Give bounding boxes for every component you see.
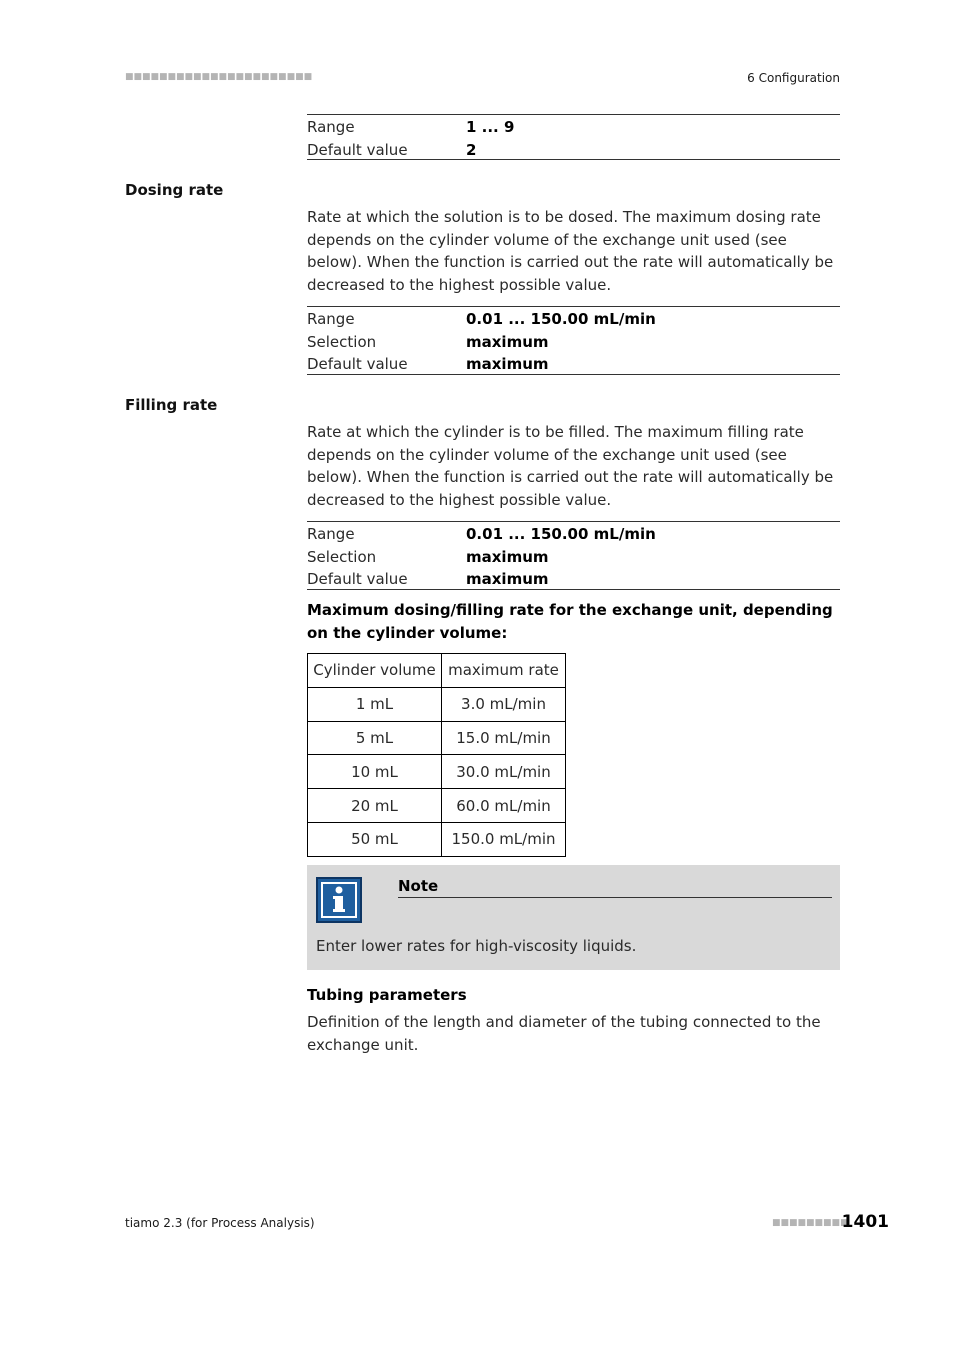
param-value: maximum <box>466 570 549 589</box>
table-row <box>308 755 566 789</box>
param-key: Selection <box>307 332 377 351</box>
section-title-dosing-rate: Dosing rate <box>125 181 224 199</box>
table-header-row <box>308 654 566 688</box>
product-name: tiamo 2.3 (for Process Analysis) <box>125 1216 315 1230</box>
chapter-title: 6 Configuration <box>747 71 840 85</box>
param-row <box>307 523 840 546</box>
note-text: Enter lower rates for high-viscosity liquids. <box>316 937 637 955</box>
note-box <box>307 865 840 970</box>
cylinder-volume-cell: 20 mL <box>308 789 442 823</box>
param-key: Range <box>307 118 355 137</box>
table-row <box>308 789 566 823</box>
footer-decoration: ■■■■■■■■■ <box>772 1218 849 1228</box>
max-rate-cell: 15.0 mL/min <box>442 721 566 755</box>
dosing-rate-description: Rate at which the solution is to be dosed. The maximum dosing rate depends on the cylinder volume of the exchange unit used (see below). When the function is carried out the rate will automatically be decreased to the highest possible value. <box>307 208 834 294</box>
param-value: 1 ... 9 <box>466 118 515 137</box>
table-row <box>308 822 566 856</box>
param-value: maximum <box>466 355 549 374</box>
tubing-parameters-description: Definition of the length and diameter of the tubing connected to the exchange unit. <box>307 1013 821 1054</box>
top-param-table <box>307 114 840 160</box>
cylinder-volume-cell: 10 mL <box>308 755 442 789</box>
param-row <box>307 568 840 591</box>
param-key: Range <box>307 310 355 329</box>
max-rate-cell: 30.0 mL/min <box>442 755 566 789</box>
param-value: maximum <box>466 332 549 351</box>
param-key: Selection <box>307 547 377 566</box>
cylinder-volume-cell: 5 mL <box>308 721 442 755</box>
param-value: 0.01 ... 150.00 mL/min <box>466 525 656 544</box>
max-rate-heading: Maximum dosing/filling rate for the exchange unit, depending on the cylinder volume: <box>307 601 833 642</box>
param-key: Default value <box>307 570 408 589</box>
table-row <box>308 687 566 721</box>
note-title: Note <box>398 877 832 898</box>
table-row <box>308 721 566 755</box>
column-header: Cylinder volume <box>308 654 442 688</box>
param-row <box>307 331 840 354</box>
header-decoration: ■■■■■■■■■■■■■■■■■■■■■■ <box>125 72 313 82</box>
max-rate-cell: 60.0 mL/min <box>442 789 566 823</box>
dosing-rate-param-table <box>307 306 840 375</box>
param-value: 2 <box>466 140 477 159</box>
cylinder-volume-cell: 1 mL <box>308 687 442 721</box>
param-value: maximum <box>466 547 549 566</box>
param-key: Range <box>307 525 355 544</box>
param-key: Default value <box>307 355 408 374</box>
max-rate-table <box>307 653 566 857</box>
filling-rate-description: Rate at which the cylinder is to be filled. The maximum filling rate depends on the cylinder volume of the exchange unit used (see below). When the function is carried out the rate will automatically be decreased to the highest possible value. <box>307 423 834 509</box>
tubing-parameters-title: Tubing parameters <box>307 986 467 1004</box>
param-row <box>307 546 840 569</box>
section-title-filling-rate: Filling rate <box>125 396 218 414</box>
column-header: maximum rate <box>442 654 566 688</box>
max-rate-cell: 150.0 mL/min <box>442 822 566 856</box>
cylinder-volume-cell: 50 mL <box>308 822 442 856</box>
param-row <box>307 139 840 162</box>
filling-rate-param-table <box>307 521 840 590</box>
param-row <box>307 308 840 331</box>
info-icon <box>316 877 362 923</box>
max-rate-cell: 3.0 mL/min <box>442 687 566 721</box>
param-key: Default value <box>307 140 408 159</box>
page-number: 1401 <box>841 1212 889 1232</box>
param-row <box>307 353 840 376</box>
param-row <box>307 116 840 139</box>
param-value: 0.01 ... 150.00 mL/min <box>466 310 656 329</box>
